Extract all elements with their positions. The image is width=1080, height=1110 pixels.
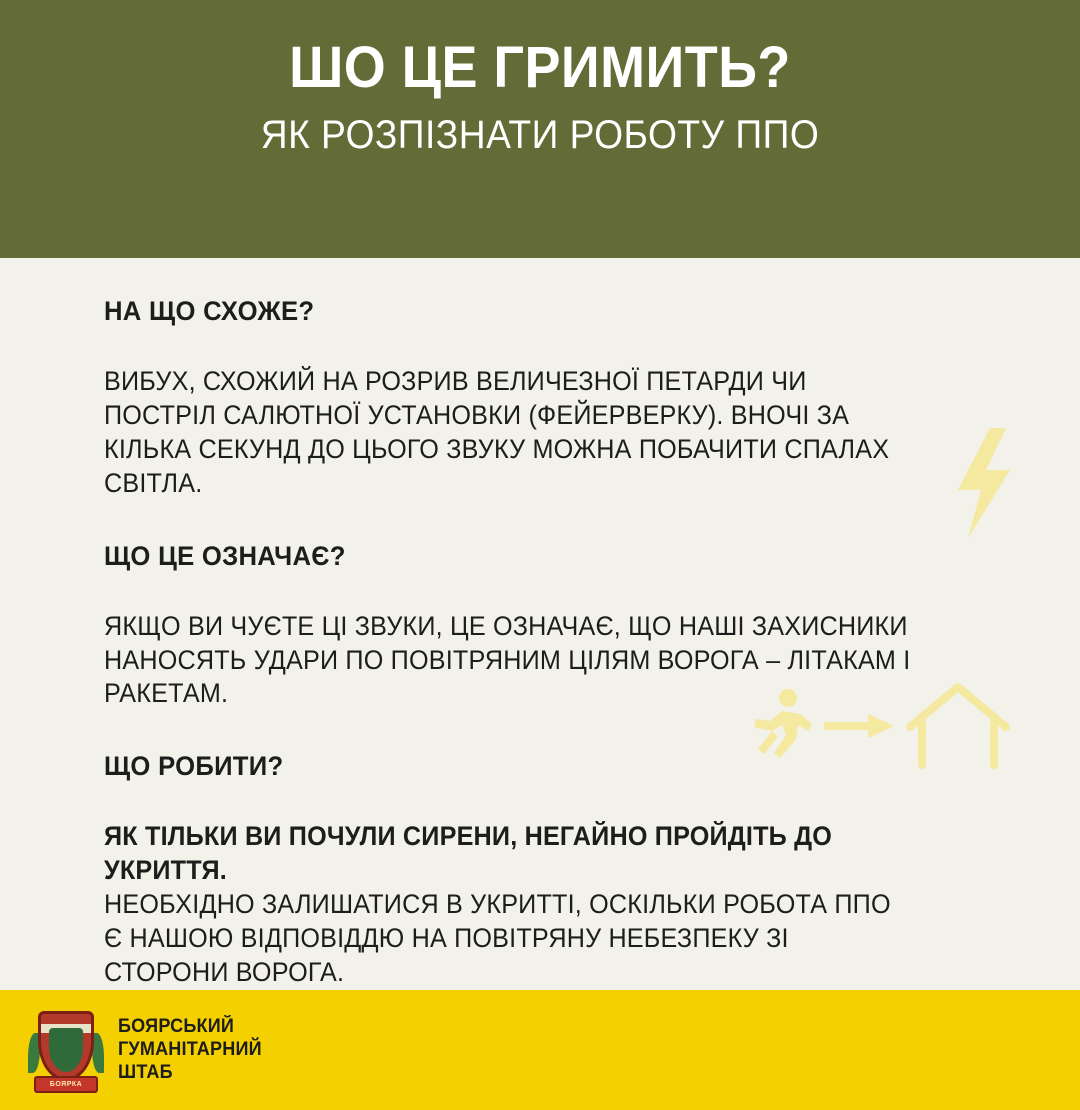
section-body-what-it-sounds-like: ВИБУХ, СХОЖИЙ НА РОЗРИВ ВЕЛИЧЕЗНОЇ ПЕТАРДИ ЧИ ПОСТРІЛ САЛЮТНОЇ УСТАНОВКИ (ФЕЙЕРВЕРКУ). ВНОЧІ ЗА КІЛЬКА СЕКУНД ДО ЦЬОГО ЗВУКУ МОЖНА ПОБАЧИТИ СПАЛАХ СВІТЛА. (104, 366, 890, 498)
section-title-what-it-means: ЩО ЦЕ ОЗНАЧАЄ? (104, 540, 346, 571)
section-body-what-to-do-text: НЕОБХІДНО ЗАЛИШАТИСЯ В УКРИТТІ, ОСКІЛЬКИ РОБОТА ППО Є НАШОЮ ВІДПОВІДДЮ НА ПОВІТРЯНУ НЕБЕЗПЕКУ ЗІ СТОРОНИ ВОРОГА. (104, 889, 891, 987)
poster-header (0, 0, 1080, 258)
section-body-what-it-means: ЯКЩО ВИ ЧУЄТЕ ЦІ ЗВУКИ, ЦЕ ОЗНАЧАЄ, ЩО НАШІ ЗАХИСНИКИ НАНОСЯТЬ УДАРИ ПО ПОВІТРЯНИМ ЦІЛЯМ ВОРОГА – ЛІТАКАМ І РАКЕТАМ. (104, 610, 911, 709)
section-title-what-it-sounds-like: НА ЩО СХОЖЕ? (104, 296, 315, 326)
organization-name-line1: БОЯРСЬКИЙ (118, 1016, 235, 1038)
evacuate-to-shelter-illustration (742, 676, 1032, 776)
section-body-what-to-do (104, 820, 912, 990)
poster-body (0, 258, 1080, 990)
crest-motto-ribbon: БОЯРКА (34, 1076, 98, 1093)
page-subtitle: ЯК РОЗПІЗНАТИ РОБОТУ ППО (260, 112, 820, 157)
organization-name (118, 1015, 262, 1085)
organization-name-line3: ШТАБ (118, 1062, 173, 1084)
running-person-icon (742, 687, 814, 765)
lightning-bolt-icon (948, 428, 1018, 538)
page-title: ШО ЦЕ ГРИМИТЬ? (289, 35, 791, 100)
arrow-right-icon (824, 711, 894, 741)
organization-name-line2: ГУМАНІТАРНИЙ (118, 1039, 262, 1061)
poster-footer (0, 990, 1080, 1110)
section-body-what-to-do-emphasis: ЯК ТІЛЬКИ ВИ ПОЧУЛИ СИРЕНИ, НЕГАЙНО ПРОЙДІТЬ ДО УКРИТТЯ. (104, 821, 833, 886)
section-title-what-to-do: ЩО РОБИТИ? (104, 751, 284, 782)
shelter-house-icon (904, 683, 1012, 769)
